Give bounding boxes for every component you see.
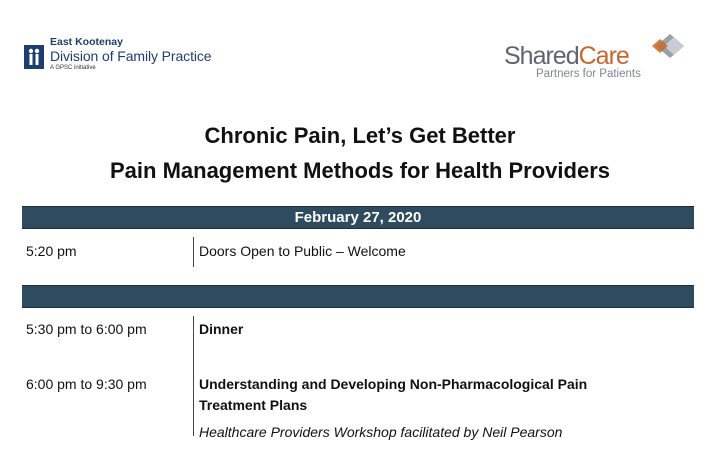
schedule-time: 6:00 pm to 9:30 pm (26, 376, 147, 392)
schedule-item-title: Dinner (199, 321, 244, 337)
column-divider (193, 237, 194, 267)
schedule-description: Doors Open to Public – Welcome (199, 243, 406, 259)
schedule-item-title: Understanding and Developing Non-Pharmacological Pain (199, 376, 588, 392)
sharedcare-word-shared: Shared (504, 42, 579, 70)
date-bar: February 27, 2020 (22, 206, 694, 229)
page-title: Chronic Pain, Let’s Get Better (204, 123, 516, 148)
column-divider (193, 316, 194, 436)
schedule-time: 5:20 pm (26, 243, 77, 259)
logo-region-name: East Kootenay (50, 36, 123, 48)
sharedcare-tagline: Partners for Patients (536, 68, 641, 80)
sharedcare-logo (504, 30, 700, 84)
schedule-time: 5:30 pm to 6:00 pm (26, 321, 147, 337)
division-of-family-practice-logo (24, 36, 254, 76)
sharedcare-chevron-icon (646, 32, 694, 60)
family-practice-icon (24, 45, 44, 69)
schedule-item-note: Healthcare Providers Workshop facilitated by Neil Pearson (199, 424, 563, 440)
schedule-item-title-continued: Treatment Plans (199, 397, 308, 413)
logo-tagline: A GPSC initiative (50, 65, 96, 71)
logo-organization-name: Division of Family Practice (50, 48, 212, 64)
section-bar (22, 285, 694, 308)
sharedcare-word-care: Care (578, 42, 629, 70)
page-subtitle: Pain Management Methods for Health Providers (110, 158, 610, 183)
sharedcare-wordmark (504, 42, 629, 70)
